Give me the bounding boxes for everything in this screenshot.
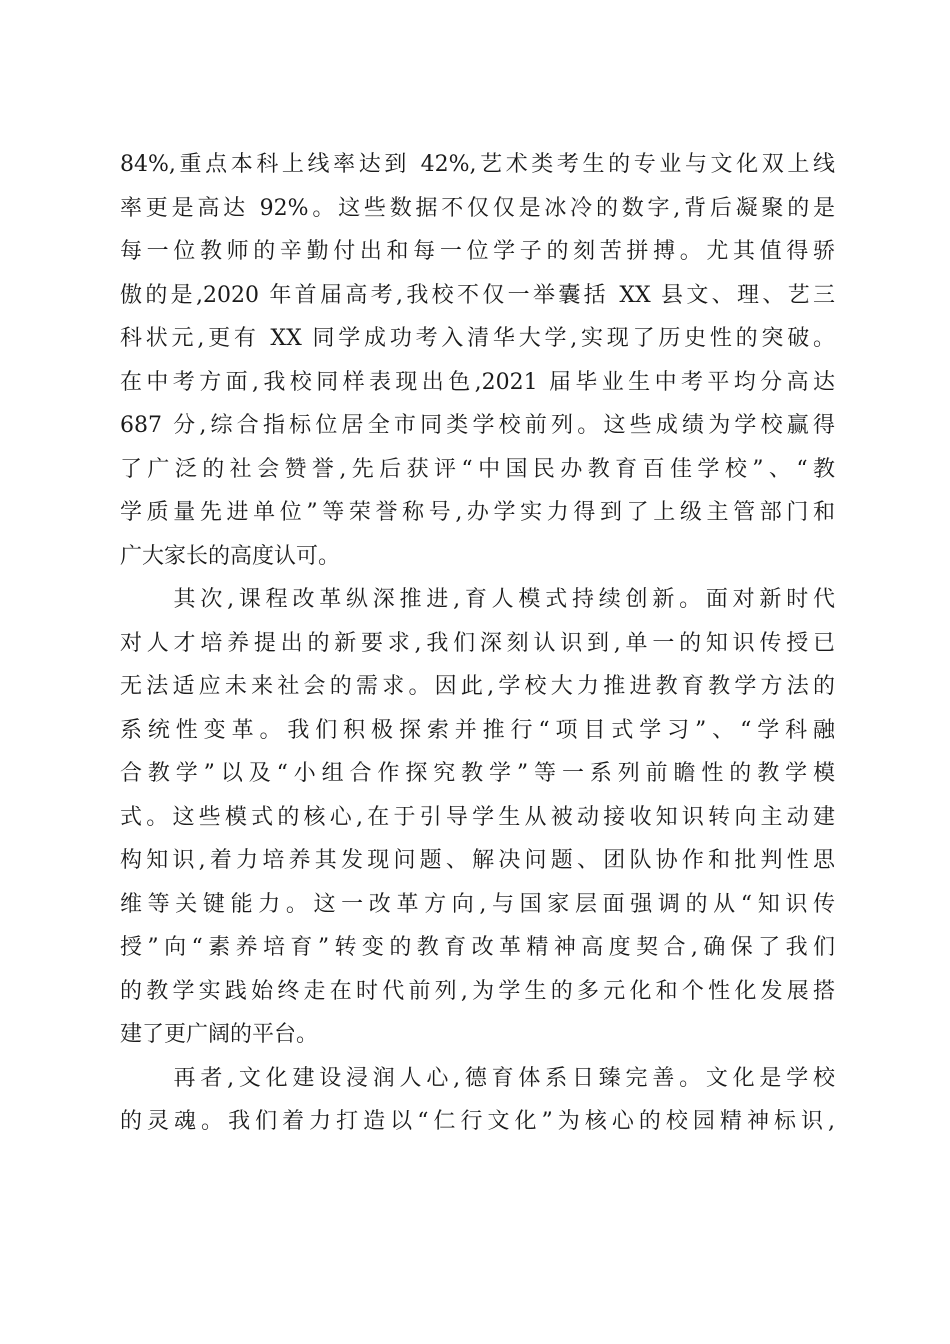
text-line: 每一位教师的辛勤付出和每一位学子的刻苦拼搏。尤其值得骄 bbox=[120, 239, 835, 264]
text-line: 授”向“素养培育”转变的教育改革精神高度契合,确保了我们 bbox=[120, 935, 835, 960]
text-line: 其次,课程改革纵深推进,育人模式持续创新。面对新时代 bbox=[120, 587, 835, 612]
text-line: 率更是高达 92%。这些数据不仅仅是冰冷的数字,背后凝聚的是 bbox=[120, 195, 835, 221]
body-text bbox=[120, 143, 835, 1144]
text-line: 建了更广阔的平台。 bbox=[120, 1022, 319, 1047]
text-line: 对人才培养提出的新要求,我们深刻认识到,单一的知识传授已 bbox=[120, 630, 835, 656]
text-line: 式。这些模式的核心,在于引导学生从被动接收知识转向主动建 bbox=[120, 804, 835, 830]
text-line: 广大家长的高度认可。 bbox=[120, 543, 341, 569]
text-line: 合教学”以及“小组合作探究教学”等一系列前瞻性的教学模 bbox=[120, 761, 835, 786]
text-line: 再者,文化建设浸润人心,德育体系日臻完善。文化是学校 bbox=[120, 1065, 835, 1091]
text-line: 构知识,着力培养其发现问题、解决问题、团队协作和批判性思 bbox=[120, 848, 835, 873]
text-line: 687 分,综合指标位居全市同类学校前列。这些成绩为学校赢得 bbox=[120, 413, 835, 438]
text-line: 的教学实践始终走在时代前列,为学生的多元化和个性化发展搭 bbox=[120, 978, 835, 1004]
text-line: 在中考方面,我校同样表现出色,2021 届毕业生中考平均分高达 bbox=[120, 369, 835, 395]
text-line: 了广泛的社会赞誉,先后获评“中国民办教育百佳学校”、“教 bbox=[120, 456, 835, 482]
text-line: 科状元,更有 XX 同学成功考入清华大学,实现了历史性的突破。 bbox=[120, 326, 835, 351]
text-line: 学质量先进单位”等荣誉称号,办学实力得到了上级主管部门和 bbox=[120, 500, 835, 525]
text-line: 傲的是,2020 年首届高考,我校不仅一举囊括 XX 县文、理、艺三 bbox=[120, 282, 835, 308]
text-line: 维等关键能力。这一改革方向,与国家层面强调的从“知识传 bbox=[120, 891, 835, 917]
text-line: 无法适应未来社会的需求。因此,学校大力推进教育教学方法的 bbox=[120, 674, 835, 699]
text-line: 的灵魂。我们着力打造以“仁行文化”为核心的校园精神标识, bbox=[120, 1109, 835, 1134]
text-line: 84%,重点本科上线率达到 42%,艺术类考生的专业与文化双上线 bbox=[120, 152, 835, 177]
text-line: 系统性变革。我们积极探索并推行“项目式学习”、“学科融 bbox=[120, 717, 835, 743]
